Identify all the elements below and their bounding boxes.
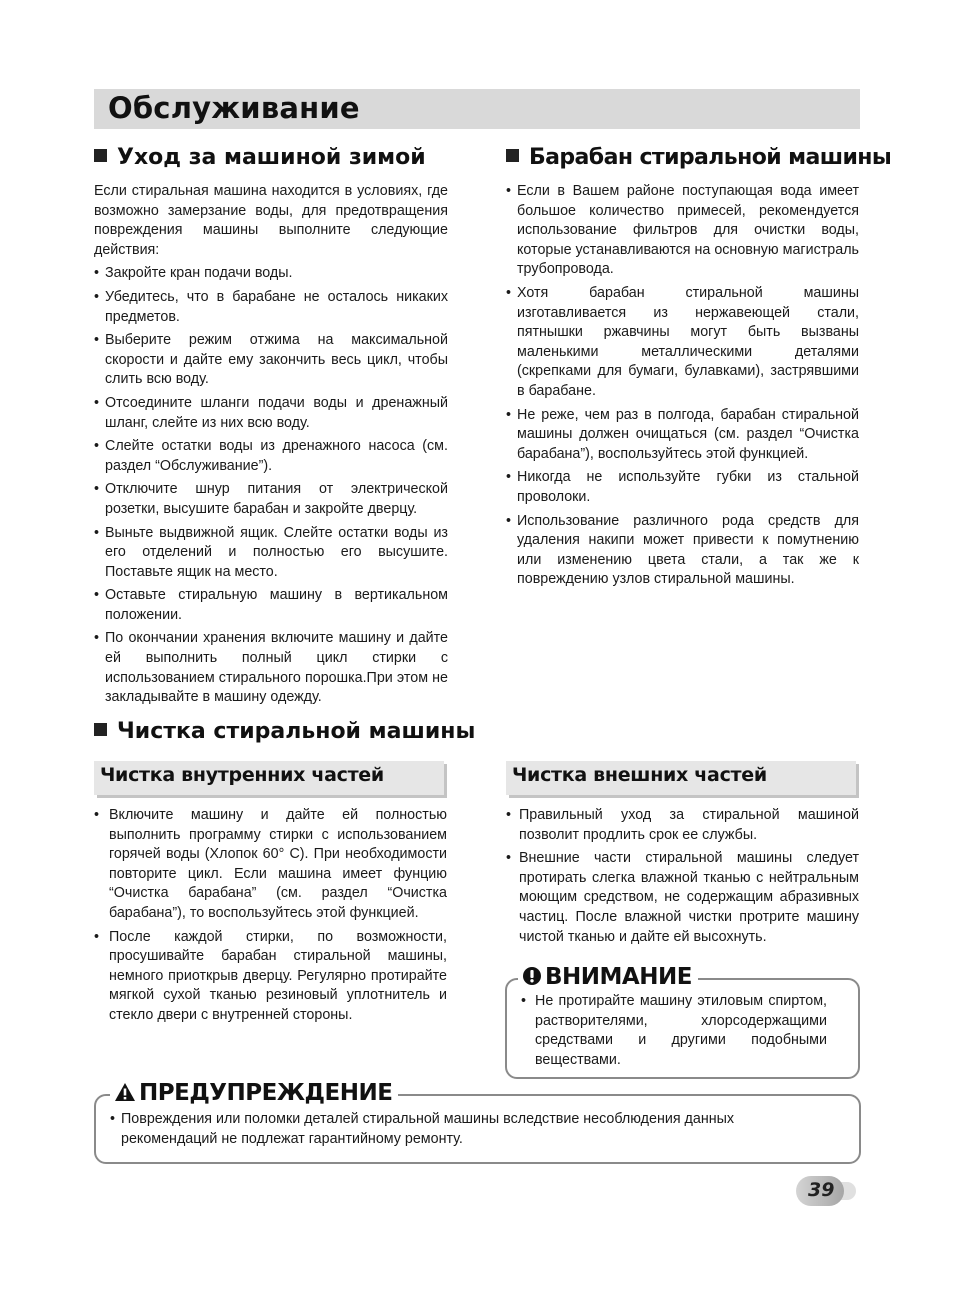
square-bullet-icon [506, 149, 519, 162]
warning-text: • Повреждения или поломки деталей стиральной машины вследствие несоблюдения данных рекомендаций не подлежат гарантийному ремонту. [110, 1110, 830, 1149]
list-item: • Отключите шнур питания от электрической розетки, высушите барабан и закройте дверцу. [94, 480, 448, 519]
list-item: • Отсоедините шланги подачи воды и дренажный шланг, слейте из них всю воду. [94, 394, 448, 433]
list-item: • Правильный уход за стиральной машиной позволит продлить срок ее службы. [506, 806, 859, 845]
list-item: • Выберите режим отжима на максимальной скорости и дайте ему закончить весь цикл, чтобы слить всю воду. [94, 331, 448, 390]
list-item: • Включите машину и дайте ей полностью выполнить программу стирки с использованием горячей воды (Хлопок 60° C). При необходимости повторите цикл. Если машина имеет фунцию “Очистка барабана” (см. раздел “Очистка барабана”), то воспользуйтесь этой функцией. [94, 806, 447, 924]
winter-care-heading-text: Уход за машиной зимой [117, 145, 426, 170]
exclamation-circle-icon [522, 966, 542, 986]
list-item: • Слейте остатки воды из дренажного насоса (см. раздел “Обслуживание”). [94, 437, 448, 476]
cleaning-heading [94, 719, 475, 744]
warning-triangle-icon [114, 1082, 136, 1102]
caution-box [505, 978, 860, 1079]
list-item: • После каждой стирки, по возможности, просушивайте барабан стиральной машины, немного приоткрыв дверцу. Регулярно протирайте мягкой сухой тканью резиновый уплотнитель и стекло двери с внутренней стороны. [94, 928, 447, 1026]
inner-cleaning-subheading [94, 761, 444, 795]
caution-content [521, 992, 827, 1070]
drum-heading [506, 145, 891, 170]
square-bullet-icon [94, 149, 107, 162]
cleaning-heading-text: Чистка стиральной машины [117, 719, 476, 744]
list-item: • Никогда не используйте губки из стальной проволоки. [506, 468, 859, 507]
warning-list [110, 1110, 830, 1149]
page-number: 39 [808, 1179, 835, 1201]
inner-cleaning-subheading-text: Чистка внутренних частей [100, 764, 384, 786]
list-item: • Хотя барабан стиральной машины изготавливается из нержавеющей стали, пятнышки ржавчины могут быть вызваны маленькими металлическими деталями (скрепками для бумаги, булавками), застрявшими в барабане. [506, 284, 859, 402]
list-item: • Не реже, чем раз в полгода, барабан стиральной машины должен очищаться (см. раздел “Очистка барабана”), воспользуйтесь этой функцией. [506, 406, 859, 465]
drum-section [506, 178, 859, 590]
list-item: • Оставьте стиральную машину в вертикальном положении. [94, 586, 448, 625]
caution-title: ВНИМАНИЕ [545, 964, 692, 990]
outer-cleaning-subheading-text: Чистка внешних частей [512, 764, 767, 786]
list-item: • Использование различного рода средств для удаления накипи может привести к помутнению или изменению цвета стали, а так же к повреждению узлов стиральной машины. [506, 512, 859, 590]
list-item: • Закройте кран подачи воды. [94, 264, 448, 284]
inner-cleaning-section [94, 802, 447, 1026]
inner-cleaning-list [94, 806, 447, 1026]
outer-cleaning-list [506, 806, 859, 947]
winter-care-section [94, 182, 448, 708]
warning-content [110, 1110, 830, 1149]
outer-cleaning-subheading [506, 761, 856, 795]
warning-label [110, 1080, 398, 1106]
square-bullet-icon [94, 723, 107, 736]
caution-text: • Не протирайте машину этиловым спиртом, растворителями, хлорсодержащими средствами и другими подобными веществами. [521, 992, 827, 1070]
drum-heading-text: Барабан стиральной машины [529, 145, 892, 170]
list-item: • Внешние части стиральной машины следует протирать слегка влажной тканью с нейтральным моющим средством, не содержащим абразивных частиц. После влажной чистки протрите машину чистой тканью и дайте ей высохнуть. [506, 849, 859, 947]
drum-list [506, 182, 859, 590]
list-item: • Выньте выдвижной ящик. Слейте остатки воды из его отделений и полностью его высушите. Поставьте ящик на место. [94, 524, 448, 583]
list-item: • Если в Вашем районе поступающая вода имеет большое количество примесей, рекомендуется использование фильтров для очистки воды, которые устанавливаются на основную магистраль трубопровода. [506, 182, 859, 280]
caution-label [518, 964, 698, 990]
winter-care-heading [94, 145, 426, 170]
winter-care-list [94, 264, 448, 707]
caution-list [521, 992, 827, 1070]
page-title: Обслуживание [108, 91, 360, 125]
winter-care-intro: Если стиральная машина находится в условиях, где возможно замерзание воды, для предотвращения повреждения машины выполните следующие действия: [94, 183, 448, 258]
page-number-badge [796, 1176, 856, 1206]
list-item: • Убедитесь, что в барабане не осталось никаких предметов. [94, 288, 448, 327]
list-item: • По окончании хранения включите машину и дайте ей выполнить полный цикл стирки с использованием стирального порошка.При этом не закладывайте в машину одежду. [94, 629, 448, 707]
outer-cleaning-section [506, 802, 859, 947]
warning-title: ПРЕДУПРЕЖДЕНИЕ [139, 1080, 393, 1106]
page-header-bar [94, 89, 860, 129]
